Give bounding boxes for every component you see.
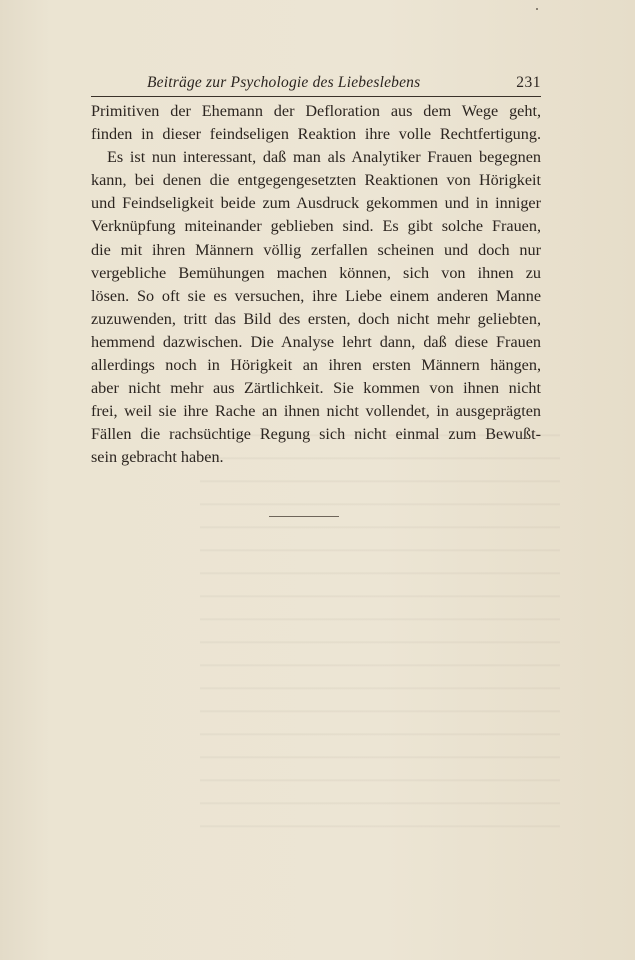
text-line: frei, weil sie ihre Rache an ihnen nicht vollendet, in ausgeprägten bbox=[91, 402, 541, 421]
text-line: lösen. So oft sie es versuchen, ihre Liebe einem anderen Manne bbox=[91, 286, 541, 305]
header-rule bbox=[91, 96, 541, 97]
text-line: Primitiven der Ehemann der Defloration aus dem Wege geht, bbox=[91, 102, 541, 120]
page-number: 231 bbox=[516, 74, 541, 91]
text-line: aber nicht mehr aus Zärtlichkeit. Sie kommen von ihnen nicht bbox=[91, 379, 541, 398]
text-line: zuzuwenden, tritt das Bild des ersten, doch nicht mehr geliebten, bbox=[91, 309, 541, 328]
paper-speck bbox=[536, 8, 538, 10]
page-header bbox=[91, 74, 541, 96]
section-end-rule bbox=[269, 516, 339, 517]
text-line: allerdings noch in Hörigkeit an ihren ersten Männern hängen, bbox=[91, 356, 541, 375]
text-line: die mit ihren Männern völlig zerfallen scheinen und doch nur bbox=[91, 240, 541, 259]
text-line: Es ist nun interessant, daß man als Analytiker Frauen begegnen bbox=[107, 148, 541, 167]
body-text bbox=[91, 100, 541, 470]
running-title: Beiträge zur Psychologie des Liebeslebens bbox=[147, 74, 421, 91]
text-line: und Feindseligkeit beide zum Ausdruck gekommen und in inniger bbox=[91, 194, 541, 213]
text-line: kann, bei denen die entgegengesetzten Reaktionen von Hörigkeit bbox=[91, 171, 541, 190]
text-line: Fällen die rachsüchtige Regung sich nicht einmal zum Bewußt- bbox=[91, 425, 541, 444]
text-line: sein gebracht haben. bbox=[91, 448, 224, 467]
text-line: vergebliche Bemühungen machen können, sich von ihnen zu bbox=[91, 263, 541, 282]
text-line: hemmend dazwischen. Die Analyse lehrt dann, daß diese Frauen bbox=[91, 332, 541, 351]
show-through-texture bbox=[200, 420, 560, 840]
text-line: finden in dieser feindseligen Reaktion ihre volle Rechtfertigung. bbox=[91, 125, 541, 144]
text-line: Verknüpfung miteinander geblieben sind. Es gibt solche Frauen, bbox=[91, 217, 541, 236]
